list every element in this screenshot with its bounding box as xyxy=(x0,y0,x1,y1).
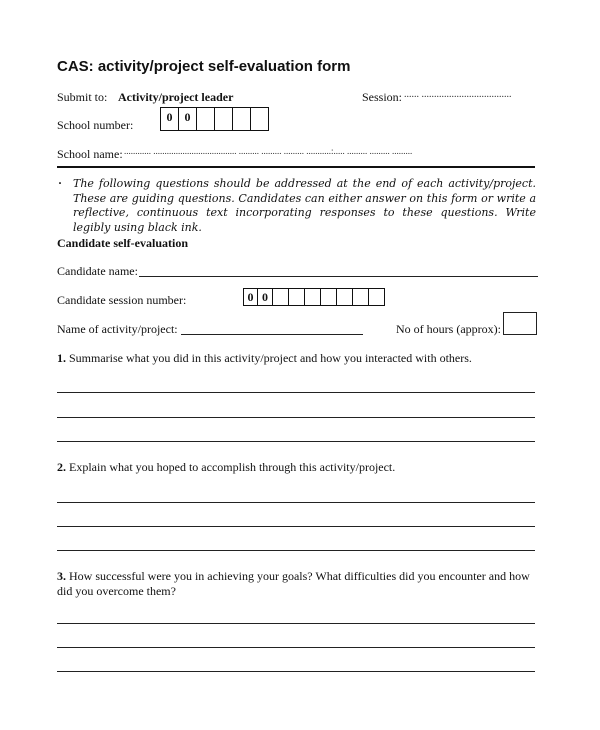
candidate-session-label: Candidate session number: xyxy=(57,293,187,307)
activity-name-field[interactable] xyxy=(181,334,363,335)
bullet: · xyxy=(58,176,63,190)
answer-line[interactable] xyxy=(57,647,535,648)
answer-line[interactable] xyxy=(57,526,535,527)
candidate-session-cell[interactable]: 0 xyxy=(244,289,258,305)
answer-line[interactable] xyxy=(57,502,535,503)
hours-label: No of hours (approx): xyxy=(396,322,501,336)
candidate-session-cell[interactable] xyxy=(337,289,353,305)
answer-line[interactable] xyxy=(57,441,535,442)
question-text: Explain what you hoped to accomplish through this activity/project. xyxy=(66,460,396,474)
question-number: 3. xyxy=(57,569,66,583)
session-field[interactable]: ...... .................................... xyxy=(404,89,512,100)
session-label: Session: xyxy=(362,90,403,104)
header-divider xyxy=(57,166,535,168)
candidate-session-cell[interactable] xyxy=(305,289,321,305)
answer-line[interactable] xyxy=(57,550,535,551)
candidate-session-cell[interactable] xyxy=(321,289,337,305)
school-name-label: School name: xyxy=(57,147,123,161)
hours-field[interactable] xyxy=(503,312,537,335)
question-text: Summarise what you did in this activity/project and how you interacted with others. xyxy=(66,351,472,365)
form-title: CAS: activity/project self-evaluation form xyxy=(57,58,351,75)
candidate-session-cell[interactable] xyxy=(369,289,384,305)
answer-line[interactable] xyxy=(57,417,535,418)
candidate-session-cell[interactable] xyxy=(289,289,305,305)
candidate-name-field[interactable] xyxy=(139,276,538,277)
question-number: 2. xyxy=(57,460,66,474)
school-number-cell[interactable]: 0 xyxy=(179,108,197,130)
school-number-cell[interactable] xyxy=(197,108,215,130)
school-number-cell[interactable] xyxy=(251,108,268,130)
school-number-boxes[interactable] xyxy=(160,107,269,131)
submit-to-value: Activity/project leader xyxy=(118,90,234,104)
question-3 xyxy=(57,569,537,599)
candidate-session-boxes[interactable] xyxy=(243,288,385,306)
activity-name-label: Name of activity/project: xyxy=(57,322,178,336)
answer-line[interactable] xyxy=(57,623,535,624)
question-text: How successful were you in achieving your goals? What difficulties did you encounter and how did you overcome them? xyxy=(57,569,530,598)
candidate-name-label: Candidate name: xyxy=(57,264,138,278)
school-number-label: School number: xyxy=(57,118,134,132)
candidate-session-cell[interactable] xyxy=(273,289,289,305)
submit-to-label: Submit to: xyxy=(57,90,108,104)
school-name-field[interactable]: ............ ..................................... ......... ......... ......... ...........:..... ......... ......... ......... xyxy=(124,146,413,156)
question-number: 1. xyxy=(57,351,66,365)
answer-line[interactable] xyxy=(57,671,535,672)
school-number-cell[interactable]: 0 xyxy=(161,108,179,130)
answer-line[interactable] xyxy=(57,392,535,393)
instructions-note: The following questions should be addressed at the end of each activity/project. These are guiding questions. Candidates can either answer on this form or write a reflective, continuous text incorporating responses to these questions. Write legibly using black ink. xyxy=(73,177,536,234)
school-number-cell[interactable] xyxy=(233,108,251,130)
question-1 xyxy=(57,351,537,366)
candidate-session-cell[interactable] xyxy=(353,289,369,305)
candidate-session-cell[interactable]: 0 xyxy=(258,289,273,305)
school-number-cell[interactable] xyxy=(215,108,233,130)
section-heading: Candidate self-evaluation xyxy=(57,236,189,250)
question-2 xyxy=(57,460,537,475)
